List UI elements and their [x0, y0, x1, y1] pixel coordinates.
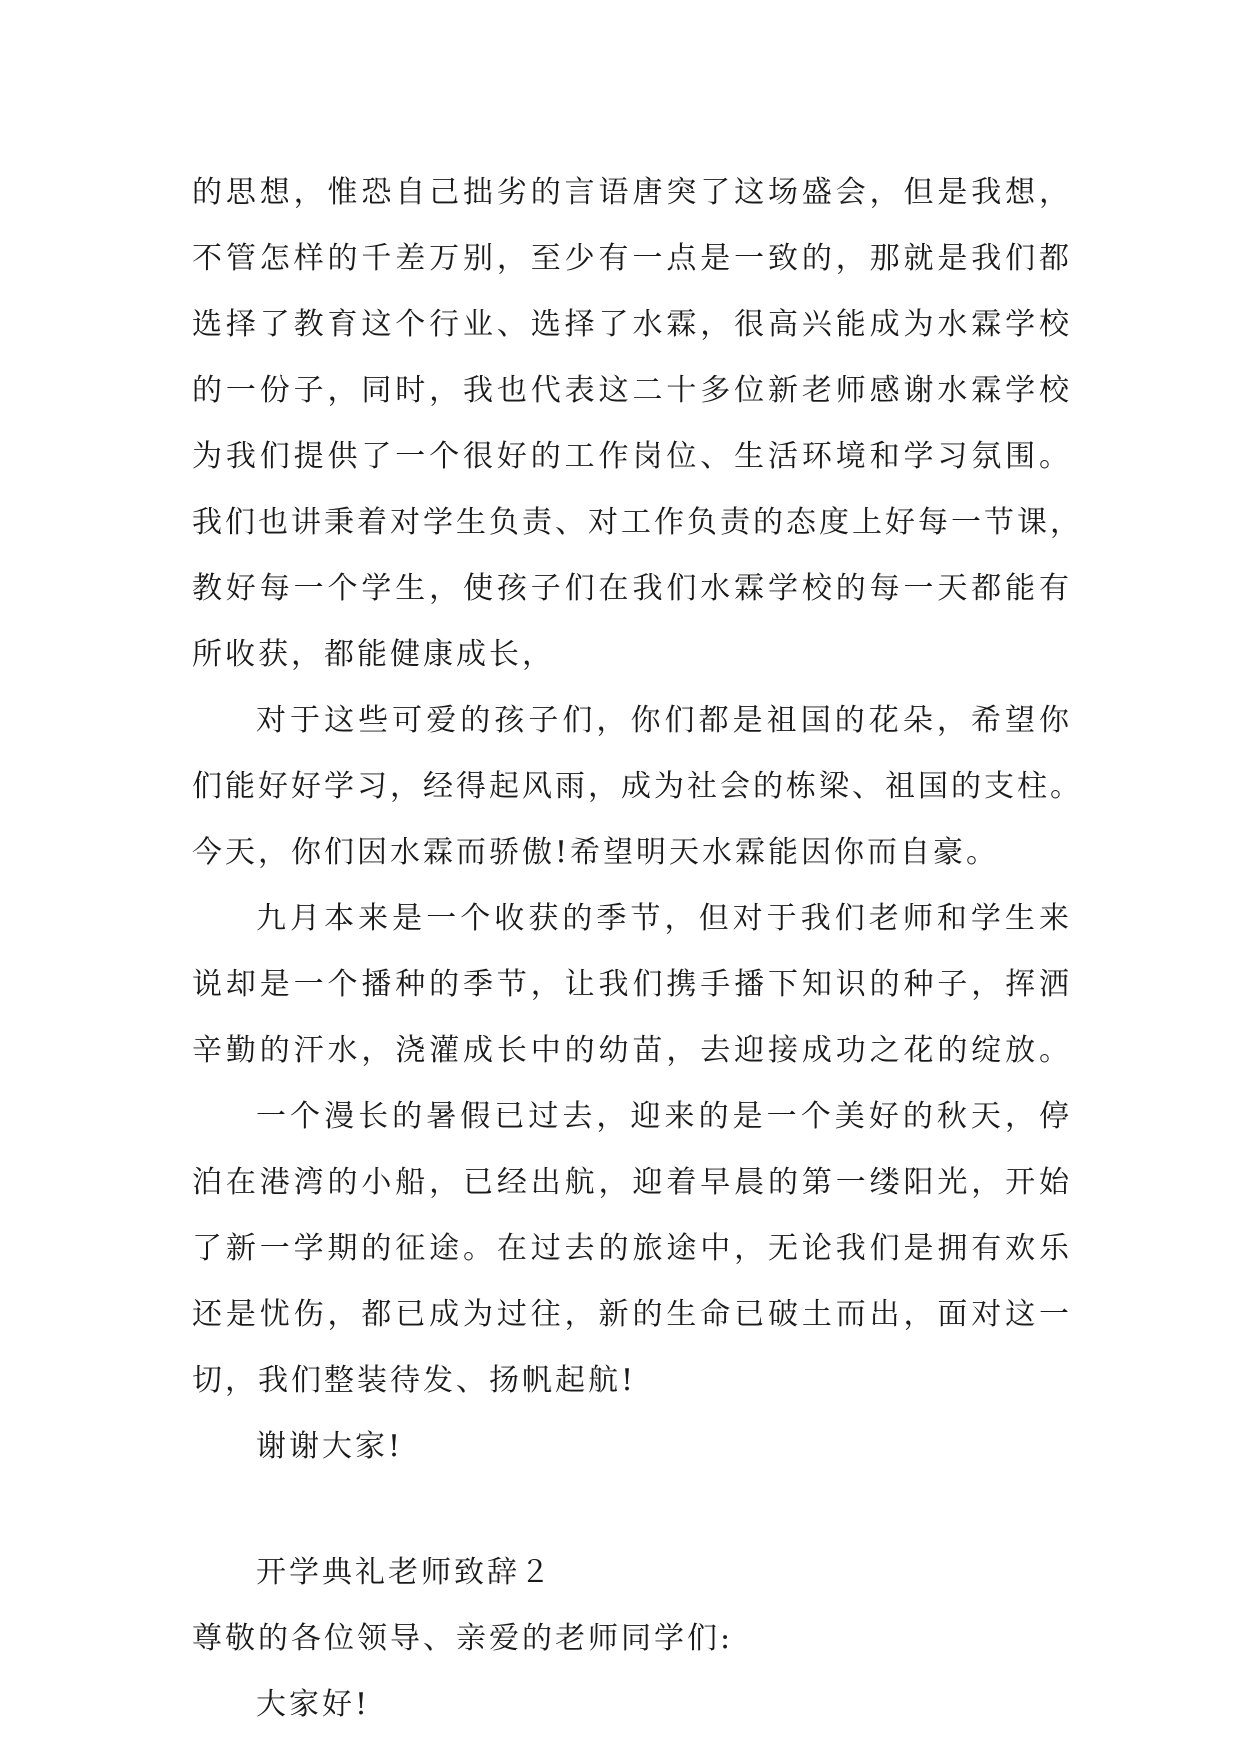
- paragraph-4: [192, 1084, 1072, 1414]
- paragraph-line: 对于这些可爱的孩子们，你们都是祖国的花朵，希望你: [256, 703, 1072, 738]
- paragraph-line: 泊在港湾的小船，已经出航，迎着早晨的第一缕阳光，开始: [192, 1165, 1072, 1200]
- paragraph-line: 还是忧伤，都已成为过往，新的生命已破土而出，面对这一: [192, 1297, 1072, 1332]
- paragraph-line: 切，我们整装待发、扬帆起航!: [192, 1363, 637, 1398]
- document-body: [192, 160, 1083, 1738]
- closing-text: 谢谢大家!: [256, 1429, 404, 1464]
- paragraph-line: 了新一学期的征途。在过去的旅途中，无论我们是拥有欢乐: [192, 1231, 1072, 1266]
- paragraph-line: 我们也讲秉着对学生负责、对工作负责的态度上好每一节课，: [192, 505, 1083, 540]
- paragraph-line: 不管怎样的千差万别，至少有一点是一致的，那就是我们都: [192, 241, 1072, 276]
- paragraph-line: 教好每一个学生，使孩子们在我们水霖学校的每一天都能有: [192, 571, 1072, 606]
- paragraph-line: 说却是一个播种的季节，让我们携手播下知识的种子，挥洒: [192, 967, 1072, 1002]
- paragraph-line: 辛勤的汗水，浇灌成长中的幼苗，去迎接成功之花的绽放。: [192, 1033, 1072, 1068]
- paragraph-line: 一个漫长的暑假已过去，迎来的是一个美好的秋天，停: [256, 1099, 1072, 1134]
- section-title: 开学典礼老师致辞２: [256, 1555, 553, 1590]
- greeting: 大家好!: [256, 1687, 371, 1722]
- paragraph-line: 们能好好学习，经得起风雨，成为社会的栋梁、祖国的支柱。: [192, 769, 1083, 804]
- paragraph-1: [192, 160, 1083, 688]
- section-spacer: [192, 1480, 1072, 1540]
- paragraph-3: [192, 886, 1072, 1084]
- paragraph-line: 所收获，都能健康成长，: [192, 637, 555, 672]
- salutation: 尊敬的各位领导、亲爱的老师同学们:: [192, 1621, 734, 1656]
- paragraph-line: 今天，你们因水霖而骄傲!希望明天水霖能因你而自豪。: [192, 835, 1000, 870]
- paragraph-2: [192, 688, 1083, 886]
- paragraph-line: 的一份子，同时，我也代表这二十多位新老师感谢水霖学校: [192, 373, 1072, 408]
- paragraph-line: 为我们提供了一个很好的工作岗位、生活环境和学习氛围。: [192, 439, 1072, 474]
- paragraph-line: 的思想，惟恐自己拙劣的言语唐突了这场盛会，但是我想，: [192, 175, 1072, 210]
- paragraph-line: 九月本来是一个收获的季节，但对于我们老师和学生来: [256, 901, 1072, 936]
- paragraph-line: 选择了教育这个行业、选择了水霖，很高兴能成为水霖学校: [192, 307, 1072, 342]
